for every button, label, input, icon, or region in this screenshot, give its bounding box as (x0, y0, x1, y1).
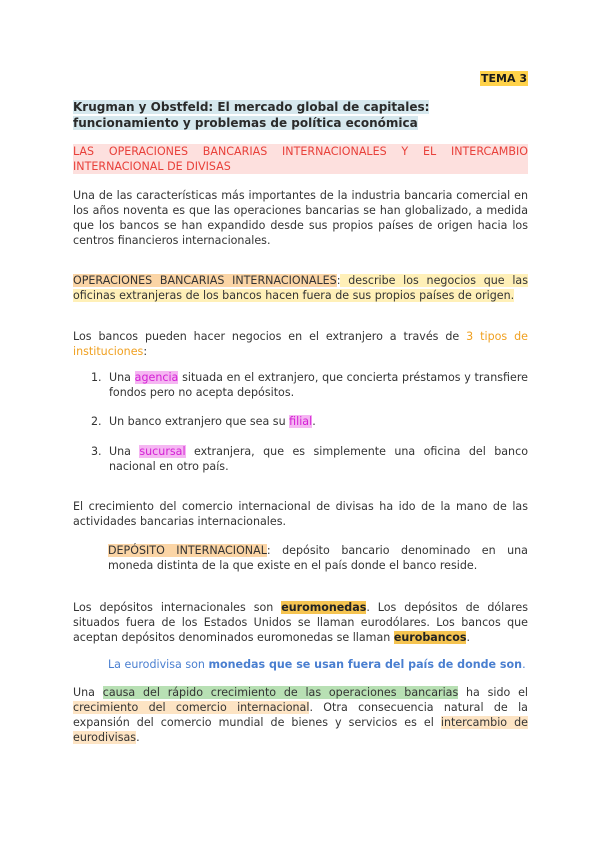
institution-types-highlight: 3 tipos de instituciones (73, 330, 528, 358)
definition-text: describe los negocios que las oficinas extranjeras de los bancos hacen fuera de sus propios países de origen. (73, 274, 529, 302)
banks-paragraph (73, 329, 528, 359)
trade-growth-highlight: crecimiento del comercio internacional (73, 701, 310, 714)
list-number: 3. (91, 445, 102, 458)
banks-colon: : (143, 345, 148, 358)
eurodivisa-note (108, 657, 528, 672)
list-text: Una (109, 445, 140, 458)
intro-paragraph: Una de las características más importantes de la industria bancaria comercial en los años noventa es que las operaciones bancarias se han globalizado, a medida que los bancos se han expandido desde sus propios países de origen hacia los centros financieros internacionales. (73, 189, 528, 247)
cause-paragraph (73, 685, 528, 745)
list-text: extranjera, que es simplemente una oficina del banco nacional en otro país. (109, 445, 528, 473)
term-eurobancos: eurobancos (393, 631, 467, 644)
definition-sep: : (336, 274, 341, 287)
eurodivisas-highlight: intercambio de eurodivisas (73, 716, 528, 744)
term-agencia: agencia (134, 371, 179, 384)
list-item (73, 444, 528, 474)
cause-text: . Otra consecuencia natural de la expansión del comercio mundial de bienes y servicios es el (73, 701, 528, 729)
list-item (73, 414, 528, 429)
definition-term: DEPÓSITO INTERNACIONAL (108, 544, 267, 557)
document-subtitle (73, 99, 528, 131)
subtitle-text: Krugman y Obstfeld: El mercado global de capitales: funcionamiento y problemas de política económica (73, 100, 430, 130)
cause-text: . (136, 731, 140, 744)
euro-text: Los depósitos internacionales son (73, 601, 282, 614)
definition-text: depósito bancario denominado en una moneda distinta de la que existe en el país donde el banco reside. (108, 544, 528, 572)
eurodivisa-text: La eurodivisa son (108, 658, 209, 671)
euromonedas-paragraph (73, 600, 528, 645)
term-filial: filial (289, 415, 313, 428)
topic-badge: TEMA 3 (481, 72, 527, 85)
definition-deposito (108, 543, 528, 573)
euro-text: . Los depósitos de dólares situados fuera de los Estados Unidos se llaman eurodólares. Los bancos que aceptan depósitos denominados euromonedas se llaman (73, 601, 528, 644)
euro-text: . (466, 631, 470, 644)
growth-paragraph: El crecimiento del comercio internacional de divisas ha ido de la mano de las actividades bancarias internacionales. (73, 500, 528, 528)
list-number: 1. (91, 371, 102, 384)
section-title: LAS OPERACIONES BANCARIAS INTERNACIONALES Y EL INTERCAMBIO INTERNACIONAL DE DIVISAS (73, 145, 528, 173)
term-sucursal: sucursal (139, 445, 186, 458)
eurodivisa-emphasis: monedas que se usan fuera del país de donde son (208, 658, 523, 671)
term-euromonedas: euromonedas (281, 601, 367, 614)
cause-highlight: causa del rápido crecimiento de las operaciones bancarias (102, 686, 459, 699)
list-text: situada en el extranjero, que concierta préstamos y transfiere fondos pero no acepta depósitos. (109, 371, 528, 399)
definition-operaciones (73, 273, 528, 303)
list-text: Una (109, 371, 135, 384)
list-item (73, 370, 528, 400)
definition-term: OPERACIONES BANCARIAS INTERNACIONALES (73, 274, 337, 287)
list-text: . (312, 415, 316, 428)
cause-text: Una (73, 686, 103, 699)
eurodivisa-text: . (522, 658, 526, 671)
cause-text: ha sido el (458, 686, 528, 699)
list-number: 2. (91, 415, 102, 428)
definition-sep: : (266, 544, 271, 557)
banks-text: Los bancos pueden hacer negocios en el extranjero a través de (73, 330, 467, 343)
list-text: Un banco extranjero que sea su (109, 415, 290, 428)
